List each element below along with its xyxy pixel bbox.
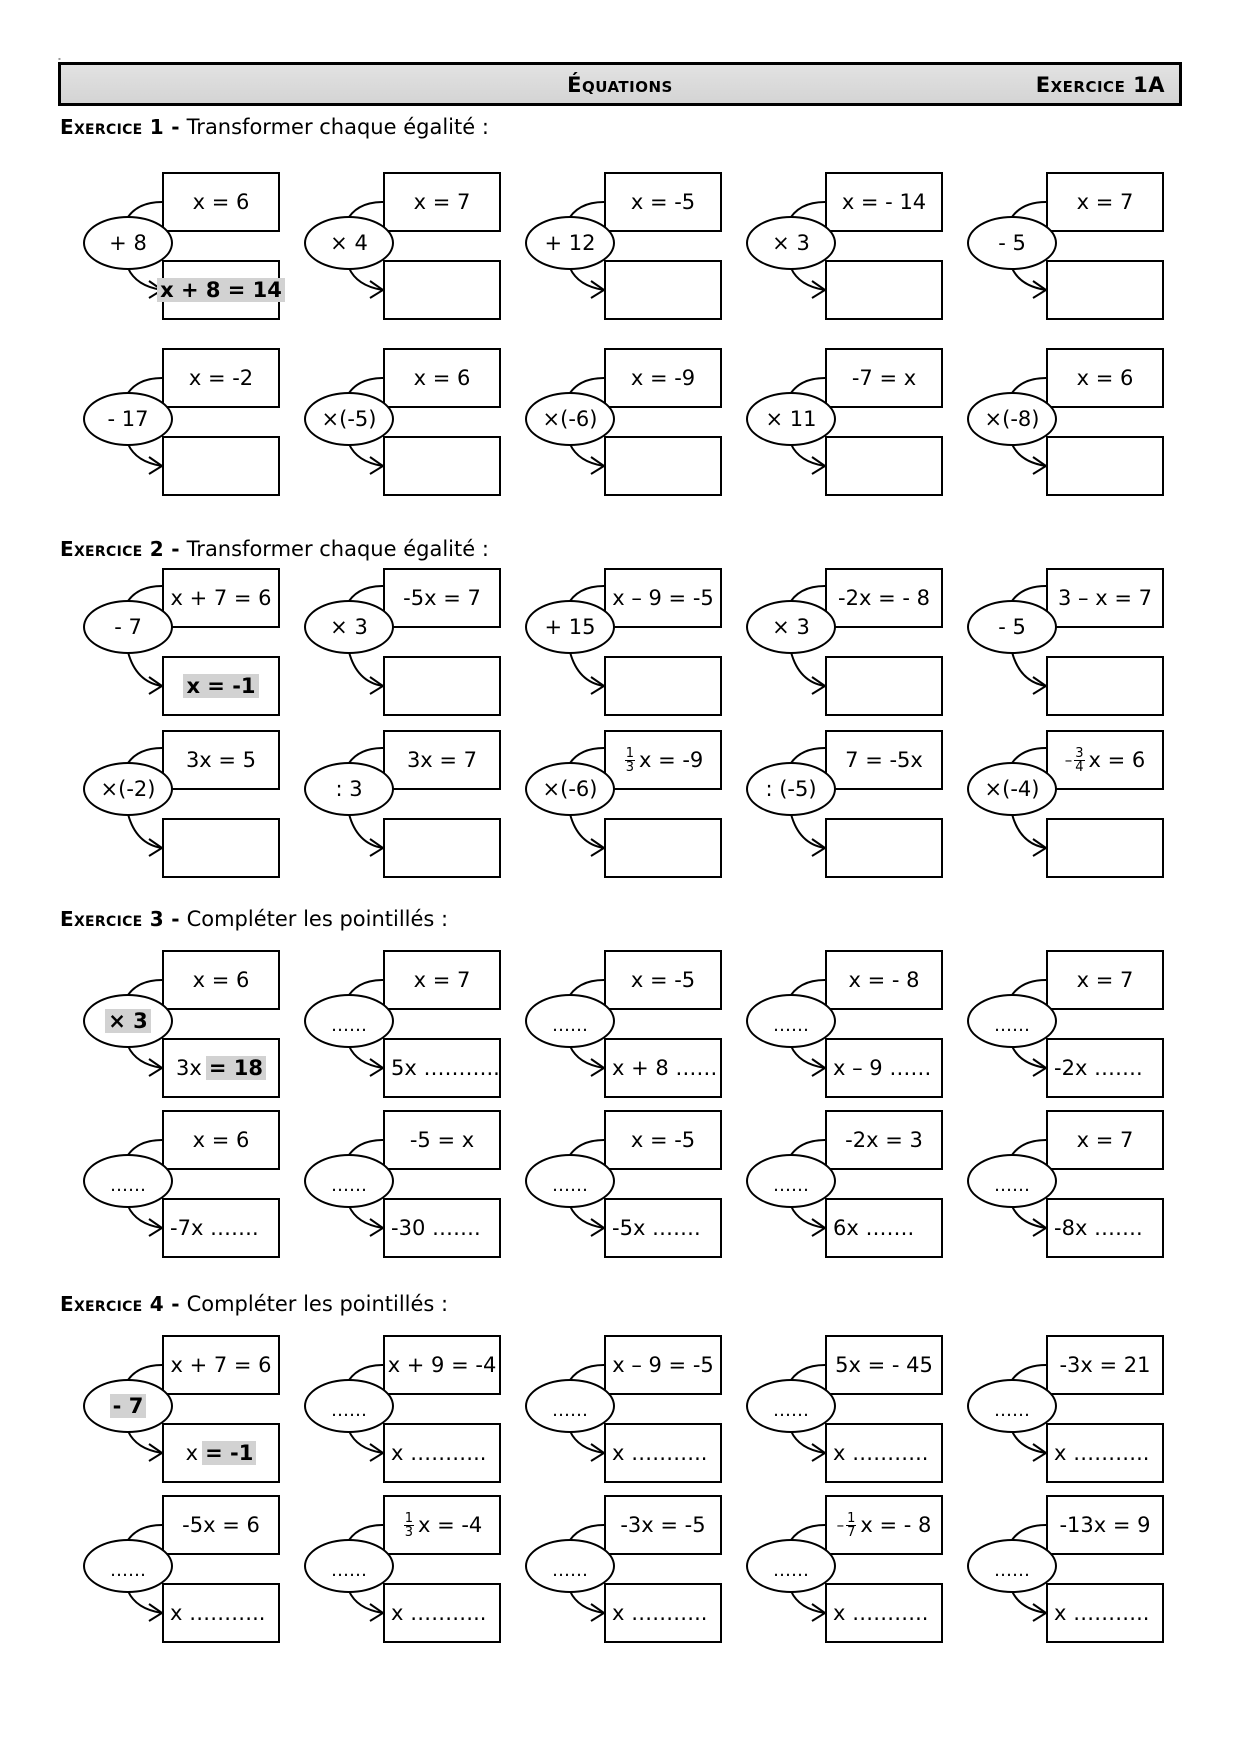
operation-text: : 3 — [335, 777, 363, 801]
operation-oval[interactable] — [83, 1539, 173, 1593]
equation-text: x = 7 — [1076, 190, 1134, 214]
operation-text: : (-5) — [765, 777, 817, 801]
fraction-denominator: 3 — [404, 1524, 413, 1540]
equation-text: x = -9 — [630, 366, 696, 390]
operation-text: ×(-6) — [542, 777, 598, 801]
equation-text: 3x = 5 — [185, 748, 257, 772]
ex1-item — [954, 348, 1159, 498]
result-box[interactable] — [604, 1583, 722, 1643]
result-box[interactable] — [1046, 818, 1164, 878]
operation-oval[interactable] — [525, 1539, 615, 1593]
operation-oval — [83, 600, 173, 654]
start-equation-box — [162, 1335, 280, 1395]
result-prefix: 3x — [176, 1056, 202, 1080]
result-text: x ……….. — [833, 1601, 929, 1625]
equation-text: 5x = - 45 — [835, 1353, 933, 1377]
operation-oval[interactable] — [967, 994, 1057, 1048]
fraction — [625, 747, 635, 774]
result-box[interactable] — [162, 818, 280, 878]
operation-oval[interactable] — [967, 1379, 1057, 1433]
result-box[interactable] — [383, 436, 501, 496]
ex4-item — [733, 1335, 938, 1485]
result-text: -5x ……. — [612, 1216, 701, 1240]
ex1-item — [733, 172, 938, 322]
result-box[interactable] — [604, 1423, 722, 1483]
result-box[interactable] — [162, 1583, 280, 1643]
operation-oval[interactable] — [746, 1539, 836, 1593]
operation-oval — [83, 216, 173, 270]
start-equation-box — [162, 568, 280, 628]
result-text: x + 8 …… — [612, 1056, 718, 1080]
equation-text: -5x = 7 — [403, 586, 481, 610]
ex4-item — [291, 1335, 496, 1485]
start-equation-box — [383, 172, 501, 232]
ex3-item — [733, 950, 938, 1100]
operation-text: …… — [773, 1560, 809, 1581]
result-box[interactable] — [1046, 1583, 1164, 1643]
exercise-label: Exercice 4 - — [60, 1292, 180, 1316]
start-equation-box — [604, 1335, 722, 1395]
operation-oval — [83, 392, 173, 446]
operation-oval[interactable] — [304, 994, 394, 1048]
result-answer: x + 8 = 14 — [157, 278, 285, 302]
ex3-item — [70, 1110, 275, 1260]
ex2-item — [733, 730, 938, 880]
operation-oval — [83, 994, 173, 1048]
result-text: -7x ……. — [170, 1216, 259, 1240]
result-text: x ……….. — [1054, 1601, 1150, 1625]
start-equation-box — [604, 730, 722, 790]
equation-text: 3 – x = 7 — [1058, 586, 1152, 610]
operation-oval[interactable] — [304, 1539, 394, 1593]
operation-oval — [525, 600, 615, 654]
result-box[interactable] — [1046, 436, 1164, 496]
start-equation-box — [604, 568, 722, 628]
result-text: 6x ……. — [833, 1216, 915, 1240]
fraction — [846, 1512, 856, 1539]
operation-oval — [967, 216, 1057, 270]
operation-text: - 7 — [114, 615, 142, 639]
ex3-item — [954, 950, 1159, 1100]
operation-oval — [304, 216, 394, 270]
equation-text: -13x = 9 — [1059, 1513, 1151, 1537]
operation-oval — [525, 762, 615, 816]
result-text: x ……….. — [612, 1441, 708, 1465]
equation-text: x – 9 = -5 — [612, 1353, 714, 1377]
operation-text: …… — [110, 1175, 146, 1196]
operation-text: …… — [552, 1015, 588, 1036]
equation-text: -3x = 21 — [1059, 1353, 1151, 1377]
operation-text: ×(-4) — [984, 777, 1040, 801]
equation-text: x = -5 — [630, 968, 696, 992]
ex1-item — [70, 348, 275, 498]
result-text: x ……….. — [170, 1601, 266, 1625]
ex3-item — [512, 950, 717, 1100]
operation-oval — [83, 1379, 173, 1433]
equation-text: x = 6 — [192, 968, 250, 992]
operation-text: …… — [773, 1015, 809, 1036]
result-box[interactable] — [383, 260, 501, 320]
result-box[interactable] — [825, 1583, 943, 1643]
result-box[interactable] — [825, 1038, 943, 1098]
operation-oval[interactable] — [967, 1154, 1057, 1208]
sign: – — [836, 1516, 845, 1534]
result-box[interactable] — [604, 260, 722, 320]
operation-oval — [525, 216, 615, 270]
result-box[interactable] — [1046, 260, 1164, 320]
operation-text: …… — [552, 1175, 588, 1196]
result-box[interactable] — [825, 436, 943, 496]
operation-oval[interactable] — [967, 1539, 1057, 1593]
operation-oval[interactable] — [525, 1379, 615, 1433]
exercise-code: Exercice 1A — [1035, 73, 1165, 97]
corner-mark: ▪ — [58, 56, 61, 61]
fraction-numerator: 3 — [1075, 745, 1084, 761]
result-box[interactable] — [604, 436, 722, 496]
exercise-instruction: Transformer chaque égalité : — [186, 115, 489, 139]
ex2-item — [733, 568, 938, 718]
start-equation-box — [1046, 1335, 1164, 1395]
fraction-denominator: 3 — [625, 759, 634, 775]
exercise-3-heading — [60, 907, 448, 931]
result-box[interactable] — [825, 1423, 943, 1483]
fraction — [1074, 747, 1084, 774]
operation-text: …… — [773, 1175, 809, 1196]
operation-oval[interactable] — [525, 994, 615, 1048]
operation-oval — [304, 392, 394, 446]
operation-oval[interactable] — [304, 1154, 394, 1208]
sign: – — [1064, 751, 1073, 769]
operation-text: × 3 — [330, 615, 368, 639]
operation-oval[interactable] — [746, 1379, 836, 1433]
operation-text: …… — [994, 1400, 1030, 1421]
operation-oval — [525, 392, 615, 446]
result-box — [162, 1423, 280, 1483]
equation-text: x = 7 — [1076, 968, 1134, 992]
ex4-item — [512, 1495, 717, 1645]
exercise-4-heading — [60, 1292, 448, 1316]
ex2-item — [70, 568, 275, 718]
result-box[interactable] — [1046, 1423, 1164, 1483]
start-equation-box — [383, 348, 501, 408]
ex3-item — [954, 1110, 1159, 1260]
start-equation-box — [383, 1335, 501, 1395]
ex3-item — [291, 950, 500, 1100]
ex3-item — [291, 1110, 496, 1260]
start-equation-box — [162, 172, 280, 232]
operation-text: …… — [552, 1560, 588, 1581]
start-equation-box — [383, 568, 501, 628]
result-box[interactable] — [825, 260, 943, 320]
ex4-item — [70, 1335, 275, 1485]
start-equation-box — [383, 950, 501, 1010]
result-box[interactable] — [383, 656, 501, 716]
operation-oval — [746, 216, 836, 270]
operation-text: …… — [773, 1400, 809, 1421]
start-equation-box — [1046, 348, 1164, 408]
result-text: x ……….. — [391, 1601, 487, 1625]
start-equation-box — [383, 730, 501, 790]
ex2-item — [512, 730, 717, 880]
start-equation-box — [1046, 568, 1164, 628]
equation-text: x = 6 — [1076, 366, 1134, 390]
equation-text: x = 7 — [413, 968, 471, 992]
result-box[interactable] — [383, 818, 501, 878]
result-box — [162, 656, 280, 716]
operation-text: ×(-8) — [984, 407, 1040, 431]
result-text: x ……….. — [833, 1441, 929, 1465]
start-equation-box — [162, 1495, 280, 1555]
start-equation-box — [604, 950, 722, 1010]
operation-text: × 11 — [765, 407, 817, 431]
ex2-item — [291, 730, 496, 880]
start-equation-box — [162, 730, 280, 790]
result-box[interactable] — [1046, 1198, 1164, 1258]
result-box[interactable] — [825, 656, 943, 716]
start-equation-box — [604, 1495, 722, 1555]
result-box[interactable] — [604, 656, 722, 716]
equation-text: -5x = 6 — [182, 1513, 260, 1537]
start-equation-box — [162, 348, 280, 408]
operation-oval — [304, 600, 394, 654]
exercise-instruction: Compléter les pointillés : — [186, 907, 449, 931]
result-box[interactable] — [604, 1038, 722, 1098]
operation-text: …… — [331, 1015, 367, 1036]
operation-oval — [746, 392, 836, 446]
operation-text: …… — [994, 1560, 1030, 1581]
equation-text: x = - 8 — [848, 968, 920, 992]
equation-text: x = -5 — [630, 190, 696, 214]
start-equation-box — [1046, 172, 1164, 232]
operation-text: ×(-6) — [542, 407, 598, 431]
operation-oval[interactable] — [525, 1154, 615, 1208]
operation-text: …… — [331, 1400, 367, 1421]
result-box[interactable] — [383, 1198, 501, 1258]
result-box — [162, 260, 280, 320]
operation-oval — [83, 762, 173, 816]
ex1-item — [291, 348, 496, 498]
ex3-item — [512, 1110, 717, 1260]
result-text: -8x ……. — [1054, 1216, 1143, 1240]
equation-text: x + 9 = -4 — [387, 1353, 497, 1377]
result-box[interactable] — [1046, 1038, 1164, 1098]
equation-text: x = - 8 — [860, 1513, 932, 1537]
result-text: x ……….. — [1054, 1441, 1150, 1465]
ex4-item — [291, 1495, 496, 1645]
operation-text: ×(-5) — [321, 407, 377, 431]
result-answer: x = -1 — [183, 674, 258, 698]
ex1-item — [954, 172, 1159, 322]
result-box[interactable] — [162, 436, 280, 496]
start-equation-box — [383, 1495, 501, 1555]
equation-text: x = 6 — [192, 190, 250, 214]
start-equation-box — [825, 1495, 943, 1555]
equation-text: -2x = - 8 — [838, 586, 930, 610]
ex4-item — [733, 1495, 938, 1645]
exercise-2-heading — [60, 537, 489, 561]
exercise-label: Exercice 2 - — [60, 537, 180, 561]
result-box[interactable] — [604, 1198, 722, 1258]
operation-oval — [967, 392, 1057, 446]
ex4-item — [954, 1335, 1159, 1485]
operation-oval — [746, 600, 836, 654]
start-equation-box — [383, 1110, 501, 1170]
operation-text: + 12 — [544, 231, 596, 255]
equation-text: x = 7 — [1076, 1128, 1134, 1152]
ex1-item — [733, 348, 938, 498]
start-equation-box — [604, 1110, 722, 1170]
fraction-denominator: 7 — [847, 1524, 856, 1540]
equation-text: 3x = 7 — [406, 748, 478, 772]
start-equation-box — [825, 950, 943, 1010]
operation-oval — [967, 762, 1057, 816]
start-equation-box — [825, 730, 943, 790]
operation-text: + 8 — [109, 231, 147, 255]
ex2-item — [70, 730, 275, 880]
start-equation-box — [162, 1110, 280, 1170]
operation-oval[interactable] — [746, 994, 836, 1048]
equation-text: x = 7 — [413, 190, 471, 214]
start-equation-box — [1046, 1110, 1164, 1170]
fraction — [404, 1512, 414, 1539]
start-equation-box — [825, 348, 943, 408]
page-header — [58, 62, 1182, 106]
result-box — [162, 1038, 280, 1098]
result-text: x ……….. — [391, 1441, 487, 1465]
start-equation-box — [825, 568, 943, 628]
operation-text: …… — [331, 1175, 367, 1196]
result-answer: = -1 — [202, 1441, 256, 1465]
page-title: Équations — [567, 73, 673, 97]
result-text: 5x ……….. — [391, 1056, 500, 1080]
equation-text: x = -2 — [188, 366, 254, 390]
equation-text: x = -5 — [630, 1128, 696, 1152]
operation-text: × 3 — [772, 231, 810, 255]
result-text: x – 9 …… — [833, 1056, 932, 1080]
exercise-1-heading — [60, 115, 489, 139]
start-equation-box — [825, 1335, 943, 1395]
result-box[interactable] — [604, 818, 722, 878]
operation-text: …… — [110, 1560, 146, 1581]
operation-text: × 4 — [330, 231, 368, 255]
ex3-item — [733, 1110, 938, 1260]
equation-text: -3x = -5 — [620, 1513, 706, 1537]
operation-text: + 15 — [544, 615, 596, 639]
ex4-item — [70, 1495, 275, 1645]
operation-text: - 17 — [107, 407, 149, 431]
equation-text: x = 6 — [413, 366, 471, 390]
start-equation-box — [604, 172, 722, 232]
fraction-numerator: 1 — [847, 1510, 856, 1526]
ex2-item — [954, 730, 1159, 880]
equation-text: -5 = x — [409, 1128, 475, 1152]
start-equation-box — [1046, 1495, 1164, 1555]
ex1-item — [70, 172, 282, 322]
operation-text: × 3 — [772, 615, 810, 639]
operation-oval — [746, 762, 836, 816]
equation-text: -2x = 3 — [845, 1128, 923, 1152]
start-equation-box — [825, 172, 943, 232]
result-answer: = 18 — [206, 1056, 266, 1080]
operation-text: ×(-2) — [100, 777, 156, 801]
result-text: -2x ……. — [1054, 1056, 1143, 1080]
operation-oval[interactable] — [746, 1154, 836, 1208]
result-box[interactable] — [383, 1038, 501, 1098]
ex4-item — [954, 1495, 1159, 1645]
equation-text: x + 7 = 6 — [170, 1353, 272, 1377]
equation-text: x = -9 — [638, 748, 704, 772]
start-equation-box — [1046, 730, 1164, 790]
ex2-item — [954, 568, 1159, 718]
equation-text: 7 = -5x — [845, 748, 923, 772]
operation-text: …… — [331, 1560, 367, 1581]
fraction-denominator: 4 — [1075, 759, 1084, 775]
start-equation-box — [825, 1110, 943, 1170]
operation-oval[interactable] — [83, 1154, 173, 1208]
ex1-item — [512, 172, 717, 322]
operation-text: × 3 — [105, 1009, 151, 1033]
ex1-item — [512, 348, 717, 498]
ex1-item — [291, 172, 496, 322]
operation-text: - 5 — [998, 231, 1026, 255]
operation-text: …… — [994, 1175, 1030, 1196]
equation-text: x = 6 — [192, 1128, 250, 1152]
operation-oval[interactable] — [304, 1379, 394, 1433]
ex4-item — [512, 1335, 717, 1485]
exercise-instruction: Compléter les pointillés : — [186, 1292, 449, 1316]
ex2-item — [512, 568, 717, 718]
exercise-instruction: Transformer chaque égalité : — [186, 537, 489, 561]
start-equation-box — [1046, 950, 1164, 1010]
result-box[interactable] — [383, 1583, 501, 1643]
exercise-label: Exercice 1 - — [60, 115, 180, 139]
operation-text: - 7 — [110, 1394, 147, 1418]
ex2-item — [291, 568, 496, 718]
result-box[interactable] — [825, 1198, 943, 1258]
ex3-item — [70, 950, 275, 1100]
result-box[interactable] — [383, 1423, 501, 1483]
equation-text: -7 = x — [851, 366, 917, 390]
operation-text: …… — [552, 1400, 588, 1421]
exercise-label: Exercice 3 - — [60, 907, 180, 931]
start-equation-box — [604, 348, 722, 408]
equation-text: x = - 14 — [841, 190, 927, 214]
operation-oval — [304, 762, 394, 816]
result-text: x ……….. — [612, 1601, 708, 1625]
result-prefix: x — [185, 1441, 199, 1465]
result-box[interactable] — [1046, 656, 1164, 716]
equation-text: x – 9 = -5 — [612, 586, 714, 610]
fraction-numerator: 1 — [404, 1510, 413, 1526]
equation-text: x = -4 — [417, 1513, 483, 1537]
equation-text: x = 6 — [1088, 748, 1146, 772]
equation-text: x + 7 = 6 — [170, 586, 272, 610]
operation-text: …… — [994, 1015, 1030, 1036]
result-text: -30 ……. — [391, 1216, 481, 1240]
start-equation-box — [162, 950, 280, 1010]
fraction-numerator: 1 — [625, 745, 634, 761]
operation-text: - 5 — [998, 615, 1026, 639]
operation-oval — [967, 600, 1057, 654]
result-box[interactable] — [162, 1198, 280, 1258]
result-box[interactable] — [825, 818, 943, 878]
